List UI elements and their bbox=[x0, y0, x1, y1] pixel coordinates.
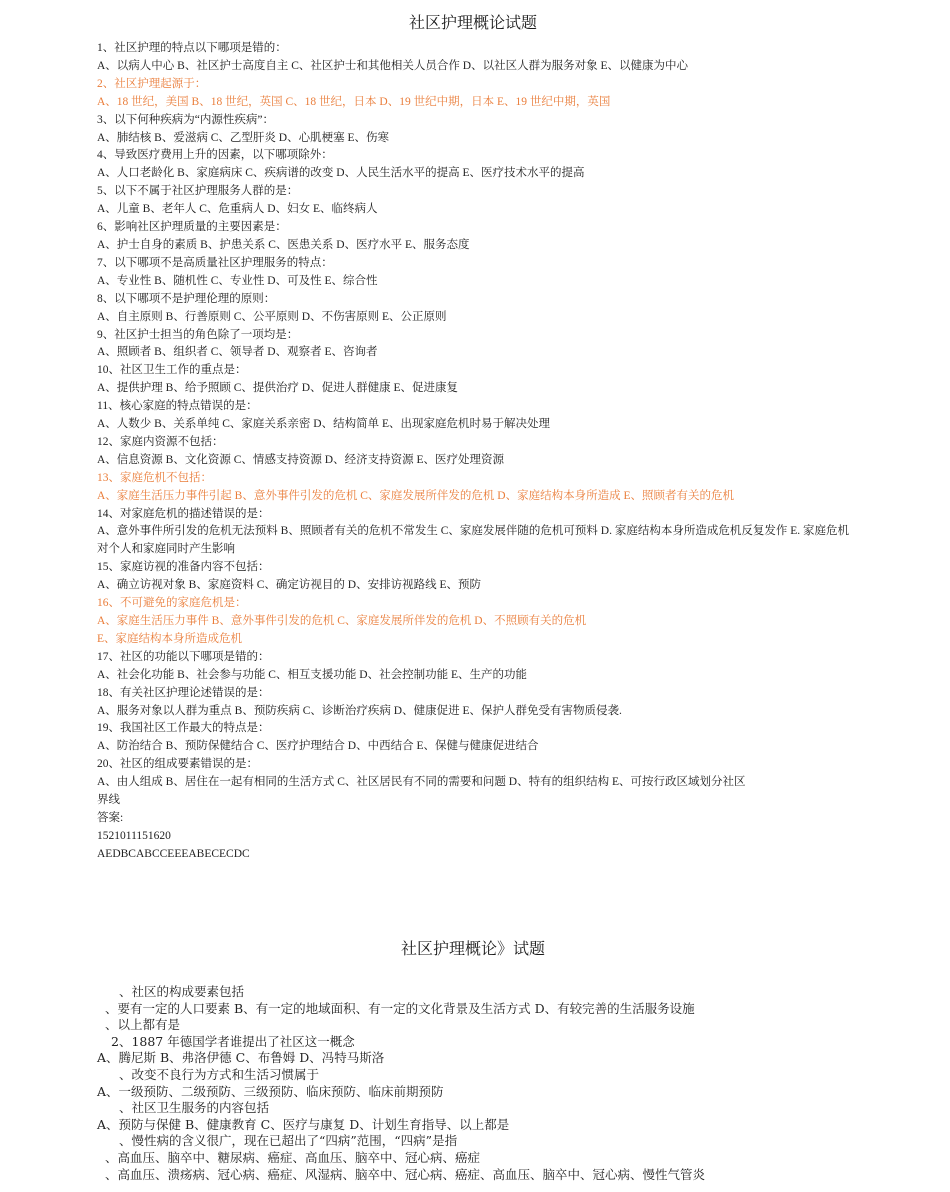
question-line: A、人口老龄化 B、家庭病床 C、疾病谱的改变 D、人民生活水平的提高 E、医疗技术水平的提高 bbox=[97, 167, 585, 180]
question-line: A、提供护理 B、给予照顾 C、提供治疗 D、促进人群健康 E、促进康复 bbox=[97, 382, 458, 395]
question-line: E、家庭结构本身所造成危机 bbox=[97, 632, 243, 645]
question-line: 14、对家庭危机的描述错误的是： bbox=[97, 507, 270, 520]
question-line: 、要有一定的人口要素 B、有一定的地域面积、有一定的文化背景及生活方式 D、有较完善的生活服务设施 bbox=[105, 1000, 695, 1016]
quiz-section-1 bbox=[97, 40, 857, 864]
question-line: 1521011151620 bbox=[97, 829, 171, 842]
question-line: 11、核心家庭的特点错误的是： bbox=[97, 400, 258, 413]
question-line: A、一级预防、二级预防、三级预防、临床预防、临床前期预防 bbox=[97, 1083, 444, 1099]
question-line: A、确立访视对象 B、家庭资料 C、确定访视目的 D、安排访视路线 E、预防 bbox=[97, 579, 481, 592]
question-line: 12、家庭内资源不包括： bbox=[97, 435, 224, 448]
question-line: A、儿童 B、老年人 C、危重病人 D、妇女 E、临终病人 bbox=[97, 203, 378, 216]
question-line: A、18 世纪，美国 B、18 世纪，英国 C、18 世纪，日本 D、19 世纪中期，日本 E、19 世纪中期，英国 bbox=[97, 95, 611, 108]
question-line: 、高血压、脑卒中、糖尿病、癌症、高血压、脑卒中、冠心病、癌症 bbox=[105, 1149, 481, 1165]
question-line: 20、社区的组成要素错误的是： bbox=[97, 758, 258, 771]
question-line: 、慢性病的含义很广，现在已超出了“四病”范围，“四病”是指 bbox=[119, 1133, 458, 1149]
question-line: 19、我国社区工作最大的特点是： bbox=[97, 722, 270, 735]
question-line: A、以病人中心 B、社区护士高度自主 C、社区护士和其他相关人员合作 D、以社区人群为服务对象 E、以健康为中心 bbox=[97, 59, 688, 72]
question-line: 2、1887 年德国学者谁提出了社区这一概念 bbox=[111, 1033, 355, 1049]
question-line: 5、以下不属于社区护理服务人群的是： bbox=[97, 185, 299, 198]
question-line: 10、社区卫生工作的重点是： bbox=[97, 364, 247, 377]
question-line: 、社区的构成要素包括 bbox=[119, 984, 245, 999]
question-line: A、腾尼斯 B、弗洛伊德 C、布鲁姆 D、冯特马斯洛 bbox=[97, 1050, 385, 1066]
question-line: A、社会化功能 B、社会参与功能 C、相互支援功能 D、社会控制功能 E、生产的功能 bbox=[97, 668, 527, 681]
question-line: 3、以下何种疾病为“内源性疾病”： bbox=[97, 113, 274, 126]
question-line: A、肺结核 B、爱滋病 C、乙型肝炎 D、心肌梗塞 E、伤寒 bbox=[97, 131, 389, 144]
question-line: 8、以下哪项不是护理伦理的原则： bbox=[97, 292, 276, 305]
question-line: A、由人组成 B、居住在一起有相同的生活方式 C、社区居民有不同的需要和问题 D、特有的组织结构 E、可按行政区域划分社区 bbox=[97, 776, 746, 789]
question-line: 6、影响社区护理质量的主要因素是： bbox=[97, 221, 287, 234]
question-line: 答案: bbox=[97, 811, 124, 824]
question-line: 、高血压、溃疡病、冠心病、癌症、风湿病、脑卒中、冠心病、癌症、高血压、脑卒中、冠心病、慢性气管炎 bbox=[105, 1166, 706, 1182]
question-line: A、自主原则 B、行善原则 C、公平原则 D、不伤害原则 E、公正原则 bbox=[97, 310, 447, 323]
quiz-section-2 bbox=[97, 984, 857, 1183]
question-line: 、改变不良行为方式和生活习惯属于 bbox=[119, 1066, 320, 1082]
question-line: 7、以下哪项不是高质量社区护理服务的特点： bbox=[97, 256, 333, 269]
question-line: A、服务对象以人群为重点 B、预防疾病 C、诊断治疗疾病 D、健康促进 E、保护人群免受有害物质侵袭. bbox=[97, 704, 622, 717]
question-line: 、以上都有是 bbox=[105, 1017, 181, 1033]
question-line: A、信息资源 B、文化资源 C、情感支持资源 D、经济支持资源 E、医疗处理资源 bbox=[97, 453, 504, 466]
question-line: A、防治结合 B、预防保健结合 C、医疗护理结合 D、中西结合 E、保健与健康促进结合 bbox=[97, 740, 539, 753]
question-line: 13、家庭危机不包括： bbox=[97, 471, 212, 484]
question-line: 1、社区护理的特点以下哪项是错的： bbox=[97, 42, 287, 54]
question-line: A、人数少 B、关系单纯 C、家庭关系亲密 D、结构简单 E、出现家庭危机时易于解决处理 bbox=[97, 418, 550, 431]
document-title: 社区护理概论试题 bbox=[408, 15, 537, 32]
question-line: A、专业性 B、随机性 C、专业性 D、可及性 E、综合性 bbox=[97, 274, 378, 287]
question-line: A、家庭生活压力事件 B、意外事件引发的危机 C、家庭发展所伴发的危机 D、不照顾有关的危机 bbox=[97, 615, 587, 627]
question-line: A、照顾者 B、组织者 C、领导者 D、观察者 E、咨询者 bbox=[97, 346, 378, 359]
question-line: 16、不可避免的家庭危机是： bbox=[97, 597, 247, 610]
question-line: 17、社区的功能以下哪项是错的： bbox=[97, 650, 270, 663]
question-line: 4、导致医疗费用上升的因素，以下哪项除外： bbox=[97, 149, 333, 162]
question-line: A、护士自身的素质 B、护患关系 C、医患关系 D、医疗水平 E、服务态度 bbox=[97, 238, 470, 251]
question-line: 15、家庭访视的准备内容不包括： bbox=[97, 561, 270, 574]
question-line: A、家庭生活压力事件引起 B、意外事件引发的危机 C、家庭发展所伴发的危机 D、家庭结构本身所造成 E、照顾者有关的危机 bbox=[97, 489, 734, 502]
question-line: 界线 bbox=[97, 794, 120, 807]
question-line: 18、有关社区护理论述错误的是： bbox=[97, 686, 270, 699]
question-line: 2、社区护理起源于： bbox=[97, 77, 207, 90]
question-line: A、意外事件所引发的危机无法预料 B、照顾者有关的危机不常发生 C、家庭发展伴随的危机可预料 D. 家庭结构本身所造成危机反复发作 E. 家庭危机对个人和家庭同时产生影响 bbox=[97, 525, 849, 556]
question-line: A、预防与保健 B、健康教育 C、医疗与康复 D、计划生育指导、以上都是 bbox=[97, 1116, 510, 1132]
question-line: 9、社区护士担当的角色除了一项均是： bbox=[97, 328, 299, 341]
document-title-2: 社区护理概论》试题 bbox=[400, 941, 545, 958]
question-line: AEDBCABCCEEEABECECDC bbox=[97, 847, 250, 860]
question-line: 、社区卫生服务的内容包括 bbox=[119, 1100, 270, 1116]
